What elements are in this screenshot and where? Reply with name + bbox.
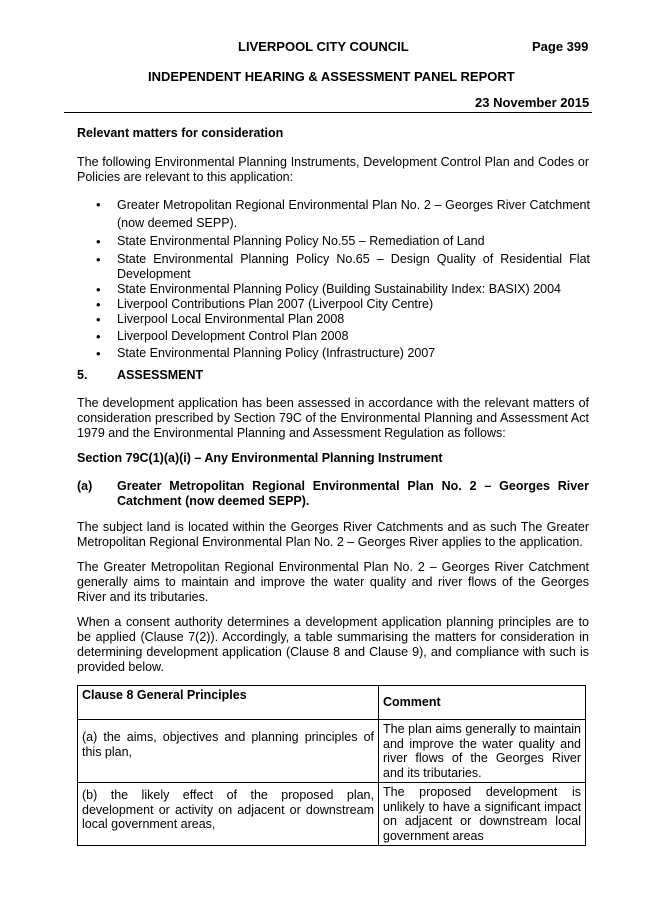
section-79c-heading: Section 79C(1)(a)(i) – Any Environmental Planning Instrument <box>77 451 443 465</box>
assessment-paragraph: The development application has been assessed in accordance with the relevant matters of consideration prescribed by Section 79C of the Environmental Planning and Assessment Act 1979 and the Environmental Planning and Assessment Regulation as follows: <box>77 396 589 440</box>
subsection-heading: Greater Metropolitan Regional Environmental Plan No. 2 – Georges River Catchment (now deemed SEPP). <box>117 479 589 508</box>
table-row <box>78 783 586 846</box>
instrument-list <box>96 196 590 361</box>
section-heading: ASSESSMENT <box>117 368 204 382</box>
list-item: • State Environmental Planning Policy No.55 – Remediation of Land <box>96 234 590 249</box>
list-item: • Liverpool Contributions Plan 2007 (Liverpool City Centre) <box>96 297 590 312</box>
page-number: Page 399 <box>532 39 589 54</box>
table-header-row <box>78 686 586 720</box>
report-date: 23 November 2015 <box>475 95 590 110</box>
table-header-cell: Comment <box>379 686 586 720</box>
table-header-cell: Clause 8 General Principles <box>78 686 379 720</box>
list-item: • Greater Metropolitan Regional Environmental Plan No. 2 – Georges River Catchment (now deemed SEPP). <box>96 196 590 232</box>
council-name: LIVERPOOL CITY COUNCIL <box>238 39 409 54</box>
subsection-label: (a) <box>77 479 93 493</box>
header-rule <box>64 112 592 113</box>
table-row <box>78 720 586 783</box>
list-item: • State Environmental Planning Policy No.65 – Design Quality of Residential Flat Development <box>96 252 590 282</box>
paragraph-planning-principles: When a consent authority determines a development application planning principles are to be applied (Clause 7(2)). Accordingly, a table summarising the matters for consideration in determining development application (Clause 8 and Clause 9), and compliance with such is provided below. <box>77 615 589 674</box>
table-cell: (b) the likely effect of the proposed plan, development or activity on adjacent or downstream local government areas, <box>78 783 379 846</box>
list-item: • Liverpool Local Environmental Plan 2008 <box>96 312 590 327</box>
clause-8-table <box>77 685 586 846</box>
table-cell: The plan aims generally to maintain and improve the water quality and river flows of the Georges River and its tributaries. <box>379 720 586 783</box>
list-item: • Liverpool Development Control Plan 2008 <box>96 329 590 344</box>
table-cell: The proposed development is unlikely to have a significant impact on adjacent or downstream local government areas <box>379 783 586 846</box>
list-item: • State Environmental Planning Policy (Building Sustainability Index: BASIX) 2004 <box>96 282 590 297</box>
paragraph-plan-aims: The Greater Metropolitan Regional Environmental Plan No. 2 – Georges River Catchment generally aims to maintain and improve the water quality and river flows of the Georges River and its tributaries. <box>77 560 589 604</box>
paragraph-land-location: The subject land is located within the Georges River Catchments and as such The Greater Metropolitan Regional Environmental Plan No. 2 – Georges River applies to the application. <box>77 520 589 549</box>
table-cell: (a) the aims, objectives and planning principles of this plan, <box>78 720 379 783</box>
relevant-matters-heading: Relevant matters for consideration <box>77 126 284 140</box>
relevant-matters-intro: The following Environmental Planning Instruments, Development Control Plan and Codes or Policies are relevant to this application: <box>77 155 589 184</box>
report-title: INDEPENDENT HEARING & ASSESSMENT PANEL REPORT <box>148 69 515 84</box>
section-number: 5. <box>77 368 88 382</box>
list-item: • State Environmental Planning Policy (Infrastructure) 2007 <box>96 346 590 361</box>
